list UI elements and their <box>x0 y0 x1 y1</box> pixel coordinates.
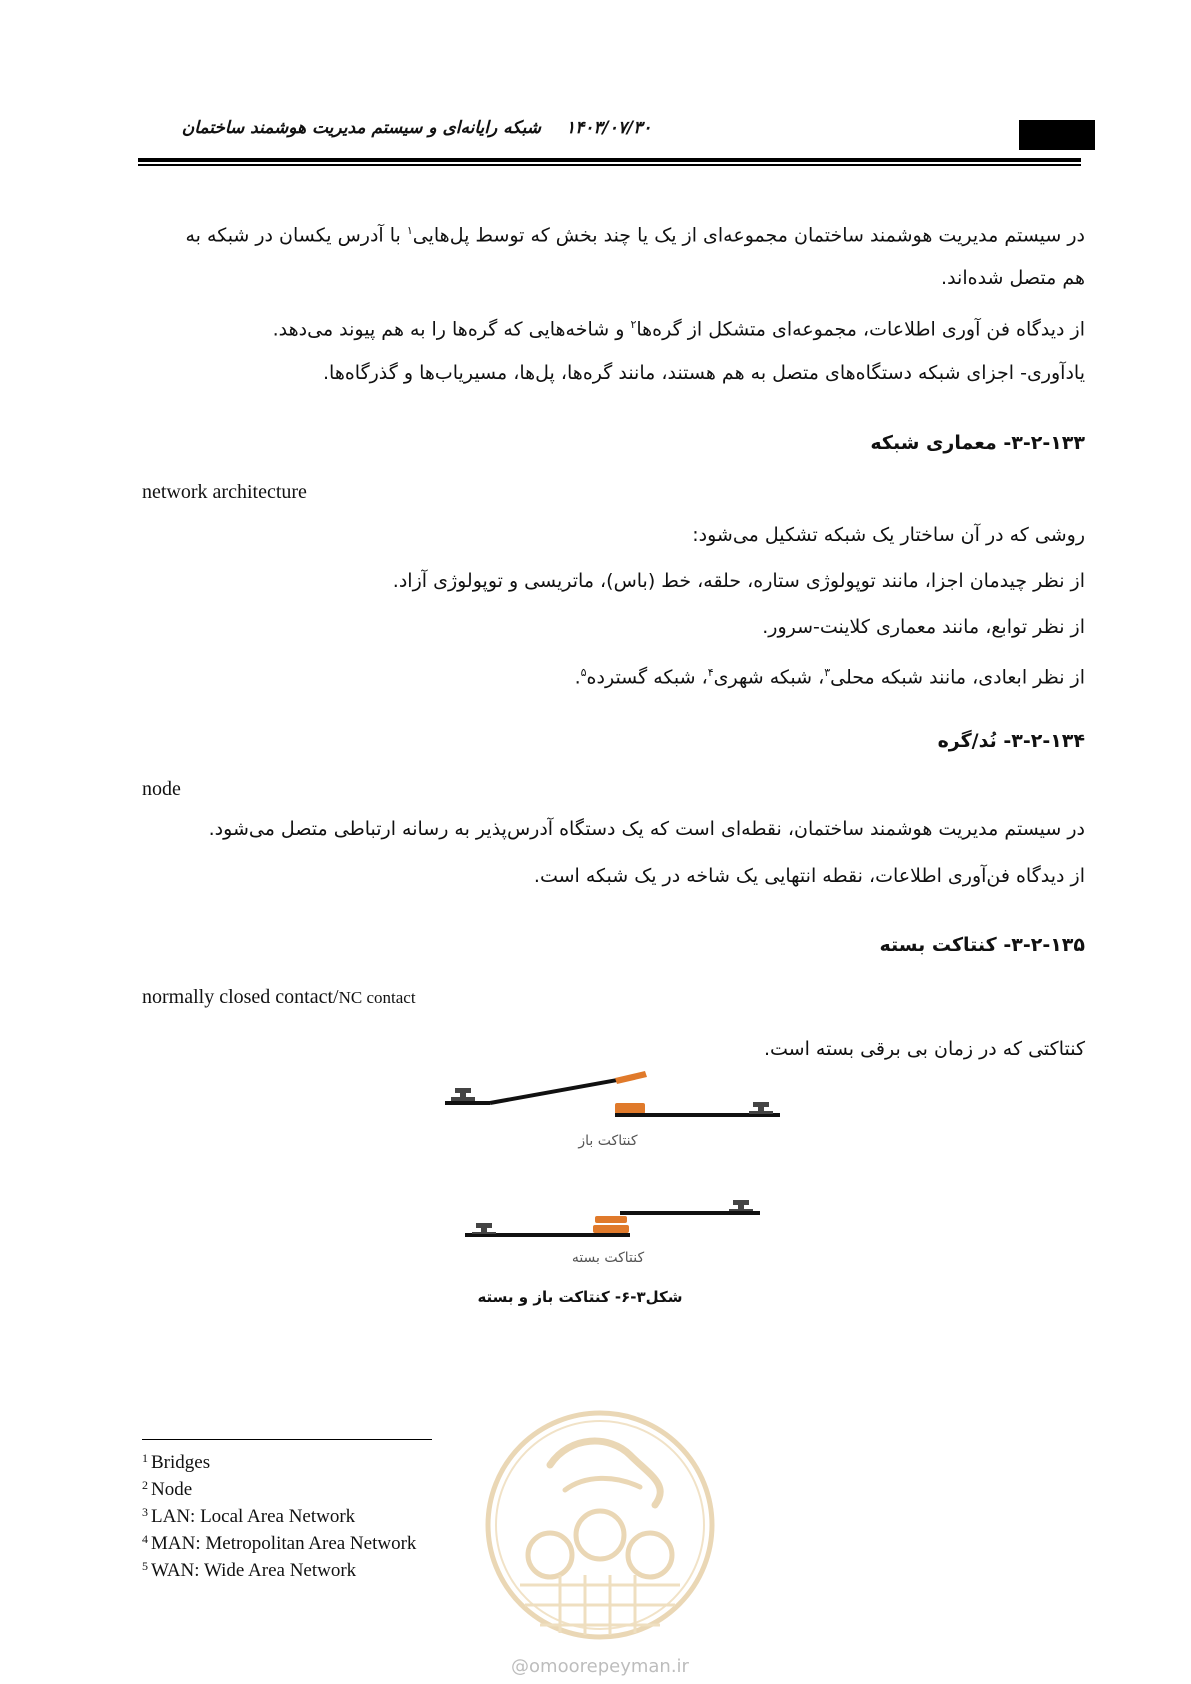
header-rule-thin <box>138 164 1081 166</box>
open-contact-label: کنتاکت باز <box>578 1133 638 1149</box>
text-span: از نظر ابعادی، مانند شبکه محلی <box>830 666 1085 689</box>
paragraph-line <box>138 312 1085 342</box>
moving-contact-pad <box>595 1216 627 1223</box>
text-span: ، شبکه شهری <box>713 666 825 689</box>
closed-contact-diagram <box>465 1200 760 1266</box>
text-span: در سیستم مدیریت هوشمند ساختمان مجموعه‌ای از یک یا چند بخش که توسط پل‌هایی <box>412 224 1085 247</box>
paragraph-line: در سیستم مدیریت هوشمند ساختمان، نقطه‌ای است که یک دستگاه آدرس‌پذیر به رسانه ارتباطی متصل می‌شود. <box>208 818 1085 840</box>
paragraph-line: از نظر چیدمان اجزا، مانند توپولوژی ستاره، حلقه، خط (باس)، ماتریسی و توپولوژی آزاد. <box>392 570 1085 592</box>
paragraph-line <box>138 660 1085 690</box>
footnote-separator <box>142 1439 432 1440</box>
watermark-logo <box>480 1395 720 1665</box>
terminal-icon <box>451 1088 475 1101</box>
text-span: از دیدگاه فن آوری اطلاعات، مجموعه‌ای متشکل از گره‌ها <box>636 318 1085 341</box>
text-span: و شاخه‌هایی که گره‌ها را به هم پیوند می‌دهد. <box>272 318 631 341</box>
footnote-ref[interactable]: ۳ <box>824 666 831 679</box>
footnote-text: Node <box>151 1479 193 1500</box>
paragraph-line: هم متصل شده‌اند. <box>941 267 1085 289</box>
section-heading: ۳-۲-۱۳۴- نُد/گره <box>937 730 1085 752</box>
footnote-ref[interactable]: ۵ <box>580 666 587 679</box>
fixed-contact-pad <box>615 1103 645 1114</box>
footnote <box>142 1501 416 1528</box>
paragraph-line: از نظر توابع، مانند معماری کلاینت-سرور. <box>762 616 1085 638</box>
english-term: node <box>142 778 181 800</box>
text-span: با آدرس یکسان در شبکه به <box>185 224 407 247</box>
footnote-ref[interactable]: ۴ <box>707 666 714 679</box>
terminal-icon <box>749 1102 773 1114</box>
text-span: NC contact <box>338 988 416 1007</box>
moving-contact-pad <box>615 1071 647 1084</box>
running-header-date: ۱۴۰۳/۰۷/۳۰ <box>566 118 652 138</box>
fixed-contact-pad <box>593 1225 629 1233</box>
closed-contact-label: کنتاکت بسته <box>571 1250 645 1266</box>
contact-figure <box>440 1070 790 1270</box>
text-span: . <box>574 666 581 689</box>
footnote <box>142 1447 416 1474</box>
text-span: ، شبکه گسترده <box>586 666 708 689</box>
paragraph-line: روشی که در آن ساختار یک شبکه تشکیل می‌شود: <box>692 524 1085 546</box>
footnote-number: 2 <box>142 1478 148 1492</box>
figure-caption: شکل۳-۶- کنتاکت باز و بسته <box>477 1288 683 1306</box>
page-number-box <box>1019 120 1095 150</box>
footnote-number: 5 <box>142 1559 148 1573</box>
watermark-url: @omoorepeyman.ir <box>511 1656 689 1677</box>
english-term <box>142 986 416 1009</box>
text-span: normally closed contact/ <box>142 986 339 1008</box>
paragraph-line <box>138 218 1085 248</box>
footnote <box>142 1528 416 1555</box>
footnote-text: LAN: Local Area Network <box>151 1506 356 1527</box>
footnotes <box>142 1447 416 1582</box>
english-term: network architecture <box>142 481 307 503</box>
footnote-ref[interactable]: ۲ <box>630 318 637 331</box>
note-line: یادآوری- اجزای شبکه دستگاه‌های متصل به هم هستند، مانند گره‌ها، پل‌ها، مسیریاب‌ها و گذرگاه‌ها. <box>322 362 1085 384</box>
footnote-text: Bridges <box>151 1452 211 1473</box>
running-header-title: شبکه رایانه‌ای و سیستم‌ مدیریت هوشمند ساختمان <box>181 118 541 138</box>
section-heading: ۳-۲-۱۳۳- معماری شبکه <box>870 432 1085 454</box>
open-contact-diagram <box>445 1071 780 1149</box>
footnote-number: 4 <box>142 1532 148 1546</box>
paragraph-line: کنتاکتی که در زمان بی برقی بسته است. <box>763 1038 1085 1060</box>
terminal-icon <box>472 1223 496 1234</box>
footnote-number: 1 <box>142 1451 148 1465</box>
section-heading: ۳-۲-۱۳۵- کنتاکت بسته <box>879 934 1085 956</box>
paragraph-line: از دیدگاه فن‌آوری اطلاعات، نقطه انتهایی یک شاخه در یک شبکه است. <box>533 865 1085 887</box>
footnote <box>142 1474 416 1501</box>
footnote <box>142 1555 416 1582</box>
footnote-number: 3 <box>142 1505 148 1519</box>
header-rule-thick <box>138 158 1081 162</box>
footnote-ref[interactable]: ۱ <box>406 224 413 237</box>
footnote-text: WAN: Wide Area Network <box>151 1560 357 1581</box>
footnote-text: MAN: Metropolitan Area Network <box>151 1533 417 1554</box>
